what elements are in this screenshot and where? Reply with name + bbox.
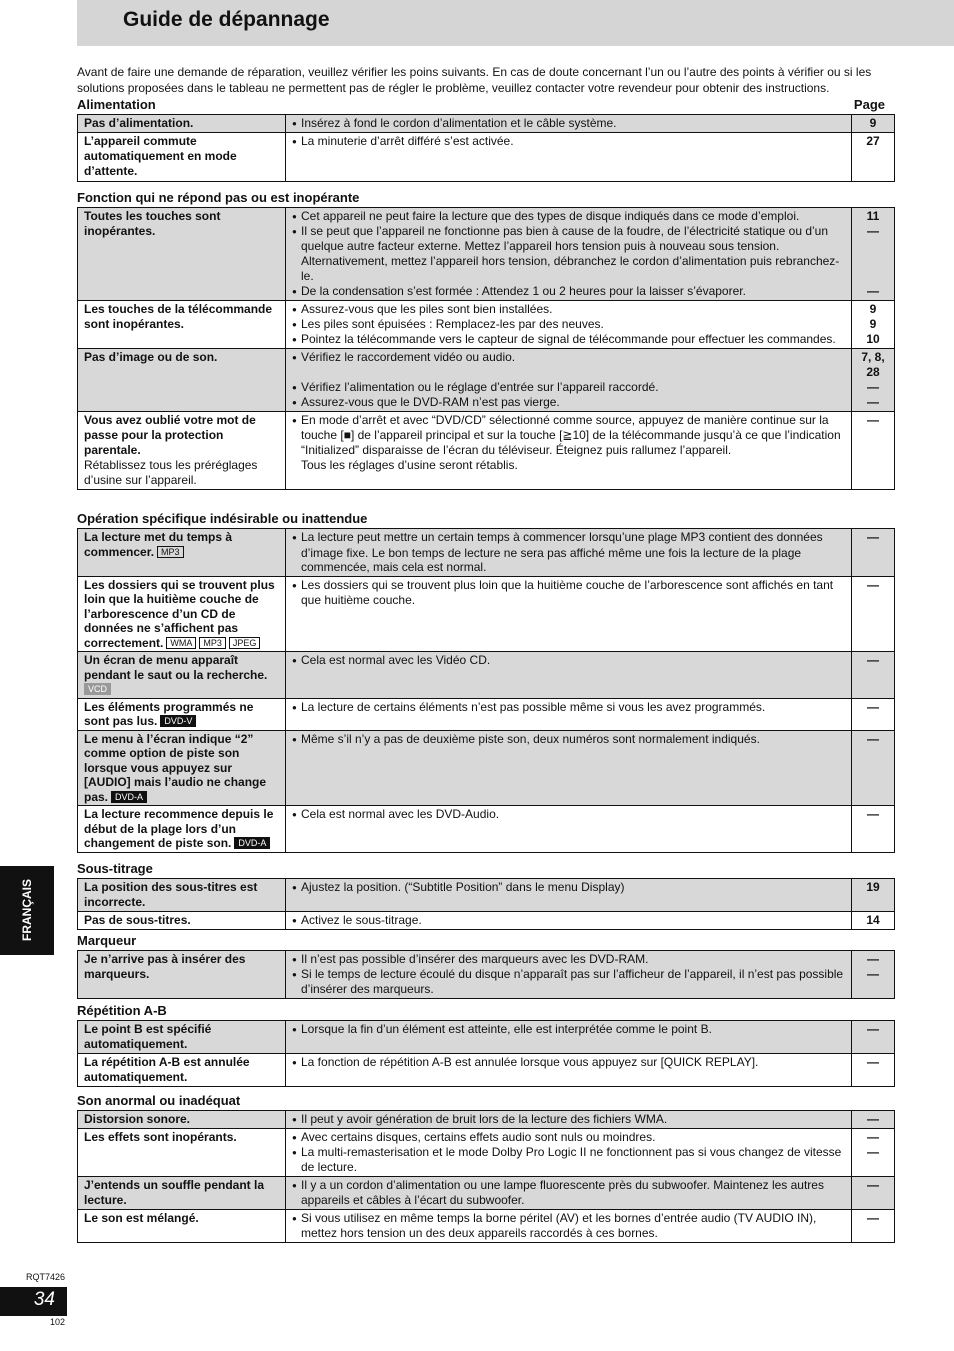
intro-text: Avant de faire une demande de réparation, veuillez vérifier les poins suivants. En cas de doute concernant l’un ou l’autre des points à vérifier ou si les solutions proposées dans le tableau ne permettent pas de régler le problème, veuillez contacter votre revendeur pour obtenir des instructions. [77, 65, 872, 95]
section-heading: Marqueur [77, 933, 137, 948]
section-heading: Opération spécifique indésirable ou inattendue [77, 511, 368, 526]
solution-cell: ● La lecture peut mettre un certain temps à commencer lorsqu’une plage MP3 contient des données d’image fixe. Le bon temps de lecture ne sera pas affiché même une fois la lecture de la plage commencée, mais cela est normal. [286, 529, 852, 577]
problem-cell: Pas de sous-titres. [78, 912, 286, 930]
problem-cell: Je n’arrive pas à insérer des marqueurs. [78, 951, 286, 999]
solution-cell: ● La minuterie d’arrêt différé s’est activée. [286, 133, 852, 182]
table-row [78, 133, 895, 182]
section-heading: Fonction qui ne répond pas ou est inopérante [77, 190, 360, 205]
table-row [78, 1111, 895, 1129]
solution-cell: ● Cela est normal avec les DVD-Audio. [286, 806, 852, 853]
problem-cell: Vous avez oublié votre mot de passe pour la protection parentale. Rétablissez tous les préréglages d’usine sur l’appareil. [78, 412, 286, 490]
section-operation [77, 511, 895, 853]
problem-cell: Les dossiers qui se trouvent plus loin que la huitième couche de l’arborescence d’un CD de données ne s’affichent pas correctement. WMA MP3 JPEG [78, 576, 286, 652]
page-column-header: Page [853, 97, 885, 112]
language-tab: FRANÇAIS [0, 866, 54, 955]
solution-cell: ● Il peut y avoir génération de bruit lors de la lecture des fichiers WMA. [286, 1111, 852, 1129]
problem-cell: Pas d’image ou de son. [78, 349, 286, 412]
table-row [78, 529, 895, 577]
table-row [78, 698, 895, 730]
table-row [78, 412, 895, 490]
troubleshoot-table [77, 1110, 895, 1243]
page-cell: — [852, 1054, 895, 1087]
problem-cell: Toutes les touches sont inopérantes. [78, 208, 286, 301]
table-row [78, 912, 895, 930]
troubleshoot-table [77, 528, 895, 853]
troubleshoot-table [77, 114, 895, 182]
page-cell: 27 [852, 133, 895, 182]
solution-cell: ● Ajustez la position. (“Subtitle Position” dans le menu Display) [286, 879, 852, 912]
table-row [78, 806, 895, 853]
model-code: RQT7426 [26, 1272, 66, 1282]
section-repetition [77, 1003, 895, 1087]
page-cell: — [852, 806, 895, 853]
problem-cell: La lecture met du temps à commencer. MP3 [78, 529, 286, 577]
page-cell: — [852, 1111, 895, 1129]
section-heading: Sous-titrage [77, 861, 153, 876]
section-marqueur [77, 933, 895, 999]
section-heading: Son anormal ou inadéquat [77, 1093, 241, 1108]
table-row [78, 1021, 895, 1054]
disc-tag: MP3 [157, 546, 184, 558]
section-son [77, 1093, 895, 1243]
page-cell: 9 [852, 115, 895, 133]
solution-cell: ● Assurez-vous que les piles sont bien installées. ● Les piles sont épuisées : Remplacez-les par des neuves. ● Pointez la télécommande vers le capteur de signal de télécommande pour effectuer les commandes. [286, 301, 852, 349]
solution-cell: ● En mode d’arrêt et avec “DVD/CD” sélectionné comme source, appuyez de manière continue sur la touche [■] de l’appareil principal et sur la touche [≧10] de la télécommande jusqu’à ce que l’indication “Initialized” disparaisse de l’écran du téléviseur. Éteignez puis rallumez l’appareil. Tous les réglages d’usine seront rétablis. [286, 412, 852, 490]
solution-cell: ● Cet appareil ne peut faire la lecture que des types de disque indiqués dans ce mode d’emploi. ● Il se peut que l’appareil ne fonctionne pas bien à cause de la foudre, de l’électricité statique ou d’un quelque autre facteur externe. Mettez l’appareil hors tension puis à nouveau sous tension. Alternativement, mettez l’appareil hors tension, débranchez le cordon d’alimentation puis rebranchez-le. ● De la condensation s’est formée : Attendez 1 ou 2 heures pour la laisser s’évaporer. [286, 208, 852, 301]
problem-cell: Les éléments programmés ne sont pas lus. DVD-V [78, 698, 286, 730]
sub-page-number: 102 [50, 1317, 66, 1327]
solution-cell: ● La fonction de répétition A-B est annulée lorsque vous appuyez sur [QUICK REPLAY]. [286, 1054, 852, 1087]
disc-tag: MP3 [199, 637, 226, 649]
solution-cell: ● Insérez à fond le cordon d’alimentation et le câble système. [286, 115, 852, 133]
solution-cell: ● Activez le sous-titrage. [286, 912, 852, 930]
page-cell: 19 [852, 879, 895, 912]
page-cell: 11 — — [852, 208, 895, 301]
solution-cell: ● Lorsque la fin d’un élément est atteinte, elle est interprétée comme le point B. [286, 1021, 852, 1054]
solution-cell: ● Il n’est pas possible d’insérer des marqueurs avec les DVD-RAM. ● Si le temps de lecture écoulé du disque n’apparaît pas sur l’afficheur de l’appareil, il n’est pas possible d’insérer des marqueurs. [286, 951, 852, 999]
page-cell: — [852, 730, 895, 806]
table-row [78, 208, 895, 301]
solution-cell: ● Vérifiez le raccordement vidéo ou audio. ● Vérifiez l’alimentation ou le réglage d’entrée sur l’appareil raccordé. ● Assurez-vous que le DVD-RAM n’est pas vierge. [286, 349, 852, 412]
table-row [78, 1210, 895, 1243]
disc-tag: VCD [84, 683, 111, 695]
table-row [78, 730, 895, 806]
page-cell: — [852, 412, 895, 490]
page-cell: 7, 8, 28 — — [852, 349, 895, 412]
problem-cell: Le point B est spécifié automatiquement. [78, 1021, 286, 1054]
page-cell: — [852, 1210, 895, 1243]
problem-cell: La position des sous-titres est incorrecte. [78, 879, 286, 912]
table-row [78, 301, 895, 349]
section-fonction [77, 190, 895, 490]
solution-cell: ● Les dossiers qui se trouvent plus loin que la huitième couche de l’arborescence sont affichés en tant que huitième couche. [286, 576, 852, 652]
solution-cell: ● Si vous utilisez en même temps la borne péritel (AV) et les bornes d’entrée audio (TV AUDIO IN), mettez hors tension un des deux appareils raccordés à ces bornes. [286, 1210, 852, 1243]
page-cell: — [852, 698, 895, 730]
page-cell: — [852, 1177, 895, 1210]
page-cell: — — [852, 1129, 895, 1177]
page-cell: 14 [852, 912, 895, 930]
problem-cell: J’entends un souffle pendant la lecture. [78, 1177, 286, 1210]
section-heading: Répétition A-B [77, 1003, 167, 1018]
disc-tag: DVD-A [234, 837, 270, 849]
troubleshoot-table [77, 207, 895, 490]
troubleshoot-table [77, 1020, 895, 1087]
page-cell: — [852, 1021, 895, 1054]
solution-cell: ● Cela est normal avec les Vidéo CD. [286, 652, 852, 699]
troubleshoot-table [77, 878, 895, 930]
problem-cell: Les touches de la télécommande sont inopérantes. [78, 301, 286, 349]
title-bar [77, 0, 954, 46]
section-soustitrage [77, 861, 895, 930]
table-row [78, 1177, 895, 1210]
disc-tag: DVD-A [111, 791, 147, 803]
page-cell: — — [852, 951, 895, 999]
solution-cell: ● La lecture de certains éléments n’est pas possible même si vous les avez programmés. [286, 698, 852, 730]
table-row [78, 115, 895, 133]
problem-cell: Les effets sont inopérants. [78, 1129, 286, 1177]
page-cell: — [852, 652, 895, 699]
page-cell: 9 9 10 [852, 301, 895, 349]
problem-cell: Distorsion sonore. [78, 1111, 286, 1129]
section-alimentation [77, 97, 895, 182]
table-row [78, 576, 895, 652]
problem-cell: Pas d’alimentation. [78, 115, 286, 133]
solution-cell: ● Même s’il n’y a pas de deuxième piste son, deux numéros sont normalement indiqués. [286, 730, 852, 806]
problem-cell: La lecture recommence depuis le début de la plage lors d’un changement de piste son. DVD-A [78, 806, 286, 853]
solution-cell: ● Avec certains disques, certains effets audio sont nuls ou moindres. ● La multi-remasterisation et le mode Dolby Pro Logic II ne fonctionnent pas si vous changez de vitesse de lecture. [286, 1129, 852, 1177]
page-cell: — [852, 529, 895, 577]
problem-cell: Le son est mélangé. [78, 1210, 286, 1243]
disc-tag: DVD-V [160, 715, 196, 727]
disc-tag: WMA [166, 637, 196, 649]
problem-cell: Le menu à l’écran indique “2” comme option de piste son lorsque vous appuyez sur [AUDIO] mais l’audio ne change pas. DVD-A [78, 730, 286, 806]
page-number: 34 [33, 1289, 55, 1310]
table-row [78, 951, 895, 999]
problem-cell: La répétition A-B est annulée automatiquement. [78, 1054, 286, 1087]
page-number-box [0, 1287, 67, 1316]
problem-cell: L’appareil commute automatiquement en mode d’attente. [78, 133, 286, 182]
section-heading: Alimentation Page [77, 97, 885, 112]
table-row [78, 1129, 895, 1177]
table-row [78, 1054, 895, 1087]
problem-cell: Un écran de menu apparaît pendant le saut ou la recherche. VCD [78, 652, 286, 699]
troubleshoot-table [77, 950, 895, 999]
table-row [78, 349, 895, 412]
table-row [78, 879, 895, 912]
solution-cell: ● Il y a un cordon d’alimentation ou une lampe fluorescente près du subwoofer. Maintenez les autres appareils et câbles à l’écart du subwoofer. [286, 1177, 852, 1210]
page-cell: — [852, 576, 895, 652]
page-title: Guide de dépannage [123, 8, 330, 31]
disc-tag: JPEG [229, 637, 261, 649]
table-row [78, 652, 895, 699]
